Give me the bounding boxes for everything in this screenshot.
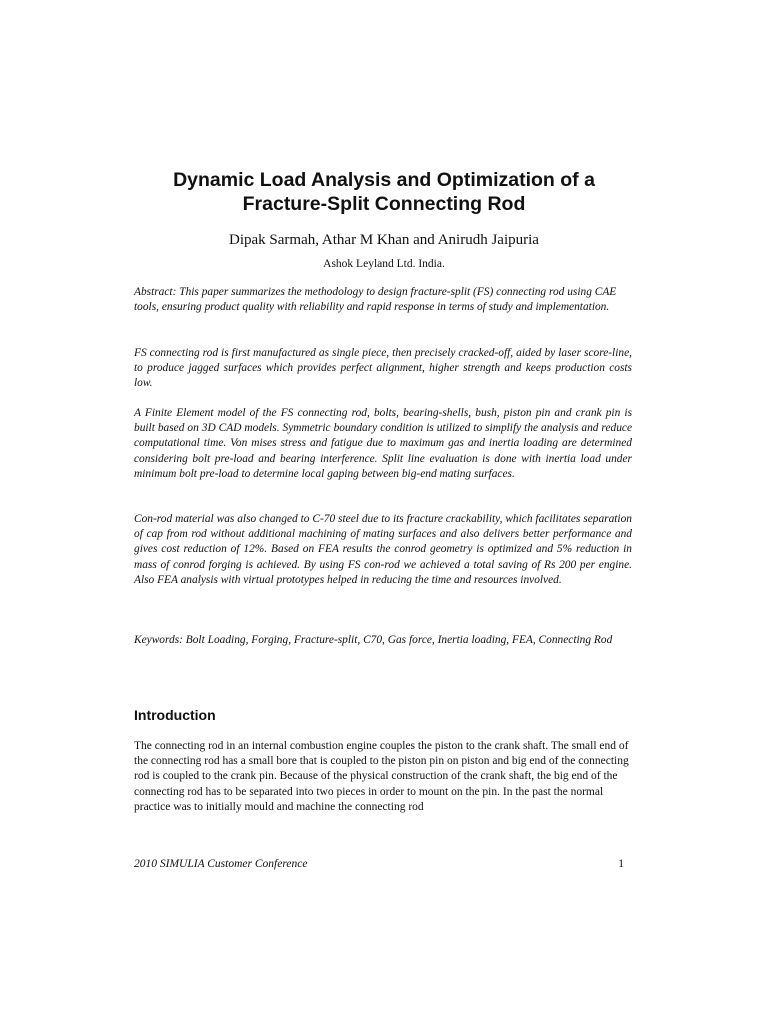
- page-number: 1: [618, 858, 624, 870]
- paper-title: [100, 168, 668, 216]
- authors: Dipak Sarmah, Athar M Khan and Anirudh Jaipuria: [229, 232, 539, 248]
- introduction-paragraph: The connecting rod in an internal combustion engine couples the piston to the crank shaft. The small end of the connecting rod has a small bore that is coupled to the piston pin on piston and big end of the connecting rod is coupled to the crank pin. Because of the physical construction of the crank shaft, the big end of the connecting rod has to be separated into two pieces in order to mount on the pin. In the past the normal practice was to initially mould and machine the connecting rod: [134, 740, 629, 813]
- title-line-2: Fracture-Split Connecting Rod: [242, 193, 526, 215]
- title-line-1: Dynamic Load Analysis and Optimization of a: [173, 169, 595, 191]
- abstract-paragraph-4: Con-rod material was also changed to C-70 steel due to its fracture crackability, which facilitates separation of cap from rod without additional machining of mating surfaces and also delivers better performance and gives cost reduction of 12%. Based on FEA results the conrod geometry is optimized and 5% reduction in mass of conrod forging is achieved. By using FS con-rod we achieved a total saving of Rs 200 per engine. Also FEA analysis with virtual prototypes helped in reducing the time and resources involved.: [134, 513, 632, 586]
- abstract-paragraph-3: A Finite Element model of the FS connecting rod, bolts, bearing-shells, bush, piston pin and crank pin is built based on 3D CAD models. Symmetric boundary condition is utilized to simplify the analysis and reduce computational time. Von mises stress and fatigue due to maximum gas and inertia loading are determined considering bolt pre-load and bearing interference. Split line evaluation is done with inertia load under minimum bolt pre-load to determine local gaping between big-end mating surfaces.: [134, 407, 632, 480]
- section-heading-introduction: Introduction: [134, 707, 216, 723]
- abstract-paragraph-2: FS connecting rod is first manufactured as single piece, then precisely cracked-off, aided by laser score-line, to produce jagged surfaces which provides perfect alignment, higher strength and keeps production costs low.: [134, 347, 632, 390]
- affiliation: Ashok Leyland Ltd. India.: [323, 258, 445, 270]
- keywords: Keywords: Bolt Loading, Forging, Fracture-split, C70, Gas force, Inertia loading, FEA, Connecting Rod: [134, 634, 613, 646]
- footer-conference: 2010 SIMULIA Customer Conference: [134, 858, 308, 870]
- abstract-paragraph-1: Abstract: This paper summarizes the methodology to design fracture-split (FS) connecting rod using CAE tools, ensuring product quality with reliability and rapid response in terms of study and implementation.: [134, 286, 617, 314]
